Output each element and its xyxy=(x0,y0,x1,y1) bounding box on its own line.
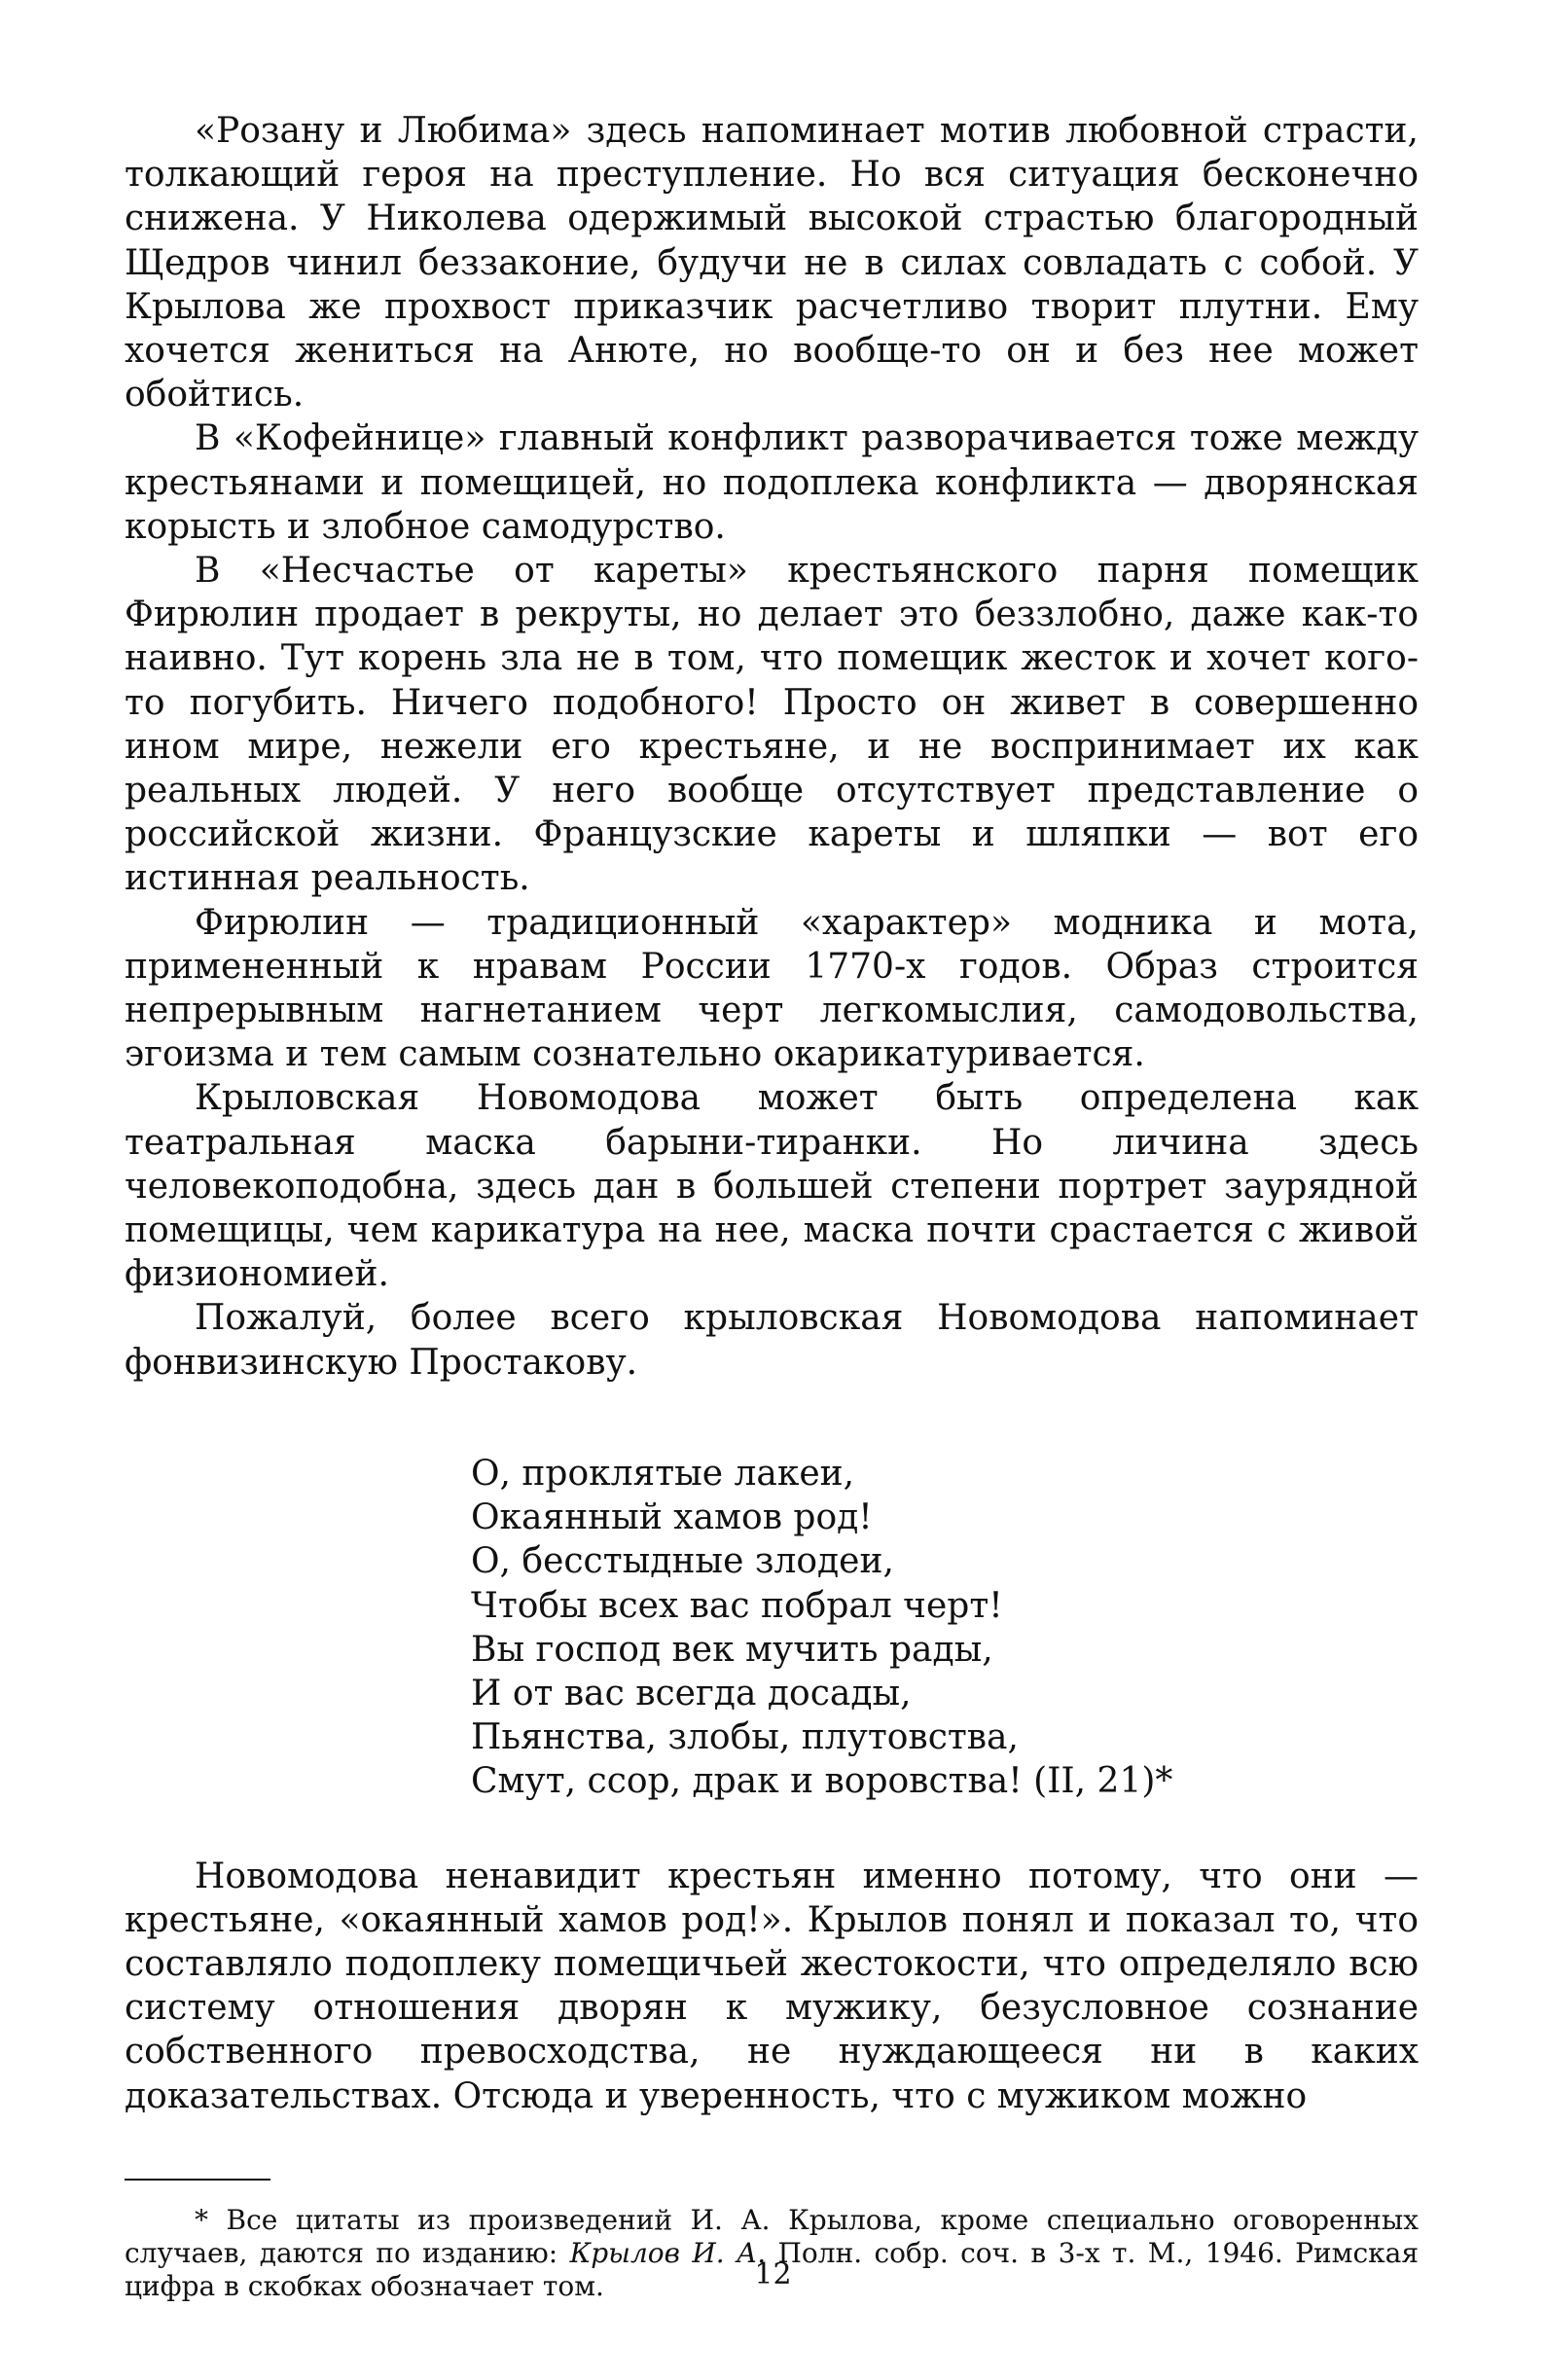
footnote-text: Полн. собр. соч. в 3-х т. М., 1946. Римская цифра в скобках обозначает том. xyxy=(125,2236,1419,2302)
verse-line: И от вас всегда досады, xyxy=(471,1673,912,1713)
verse-line: Вы господ век мучить рады, xyxy=(471,1629,993,1670)
paragraph: В «Кофейнице» главный конфликт разворачивается тоже между крестьянами и помещицей, но подоплека конфликта — дворянская корысть и злобное самодурство. xyxy=(125,418,1419,547)
paragraph: Крыловская Новомодова может быть определена как театральная маска барыни-тиранки. Но личина здесь человекоподобна, здесь дан в большей степени портрет заурядной помещицы, чем карикатура на нее, маска почти срастается с живой физиономией. xyxy=(125,1078,1419,1295)
verse-line: Чтобы всех вас побрал черт! xyxy=(471,1585,1003,1626)
verse-quote xyxy=(471,1452,1419,1804)
footnote-separator xyxy=(125,2179,270,2181)
verse-line: Смут, ссор, драк и воровства! (II, 21)* xyxy=(471,1761,1173,1802)
paragraph: «Розану и Любима» здесь напоминает мотив любовной страсти, толкающий героя на преступление. Но вся ситуация бесконечно снижена. У Николева одержимый высокой страстью благородный Щедров чинил беззаконие, будучи не в силах совладать с собой. У Крылова же прохвост приказчик расчетливо творит плутни. Ему хочется жениться на Анюте, но вообще-то он и без нее может обойтись. xyxy=(125,111,1419,415)
page-number: 12 xyxy=(754,2257,792,2291)
verse-line: Пьянства, злобы, плутовства, xyxy=(471,1717,1019,1758)
footnote-italic-author: Крылов И. А. xyxy=(569,2236,767,2269)
paragraph: Фирюлин — традиционный «характер» модника и мота, примененный к нравам России 1770-х годов. Образ строится непрерывным нагнетанием черт легкомыслия, самодовольства, эгоизма и тем самым сознательно окарикатуривается. xyxy=(125,902,1419,1075)
page-body xyxy=(125,109,1419,2303)
verse-line: Окаянный хамов род! xyxy=(471,1497,873,1538)
paragraph: Пожалуй, более всего крыловская Новомодова напоминает фонвизинскую Простакову. xyxy=(125,1298,1419,1383)
verse-line: О, бесстыдные злодеи, xyxy=(471,1541,894,1582)
paragraph: В «Несчастье от кареты» крестьянского парня помещик Фирюлин продает в рекруты, но делает это беззлобно, даже как-то наивно. Тут корень зла не в том, что помещик жесток и хочет кого-то погубить. Ничего подобного! Просто он живет в совершенно ином мире, нежели его крестьяне, и не воспринимает их как реальных людей. У него вообще отсутствует представление о российской жизни. Французские кареты и шляпки — вот его истинная реальность. xyxy=(125,551,1419,899)
footnote-text: * Все цитаты из произведений И. А. Крылова, кроме специально оговоренных случаев, даются по изданию: xyxy=(125,2203,1419,2269)
verse-line: О, проклятые лакеи, xyxy=(471,1453,855,1494)
paragraph: Новомодова ненавидит крестьян именно потому, что они — крестьяне, «окаянный хамов род!». Крылов понял и показал то, что составляло подоплеку помещичьей жестокости, что определяло всю систему отношения дворян к мужику, безусловное сознание собственного превосходства, не нуждающееся ни в каких доказательствах. Отсюда и уверенность, что с мужиком можно xyxy=(125,1856,1419,2116)
